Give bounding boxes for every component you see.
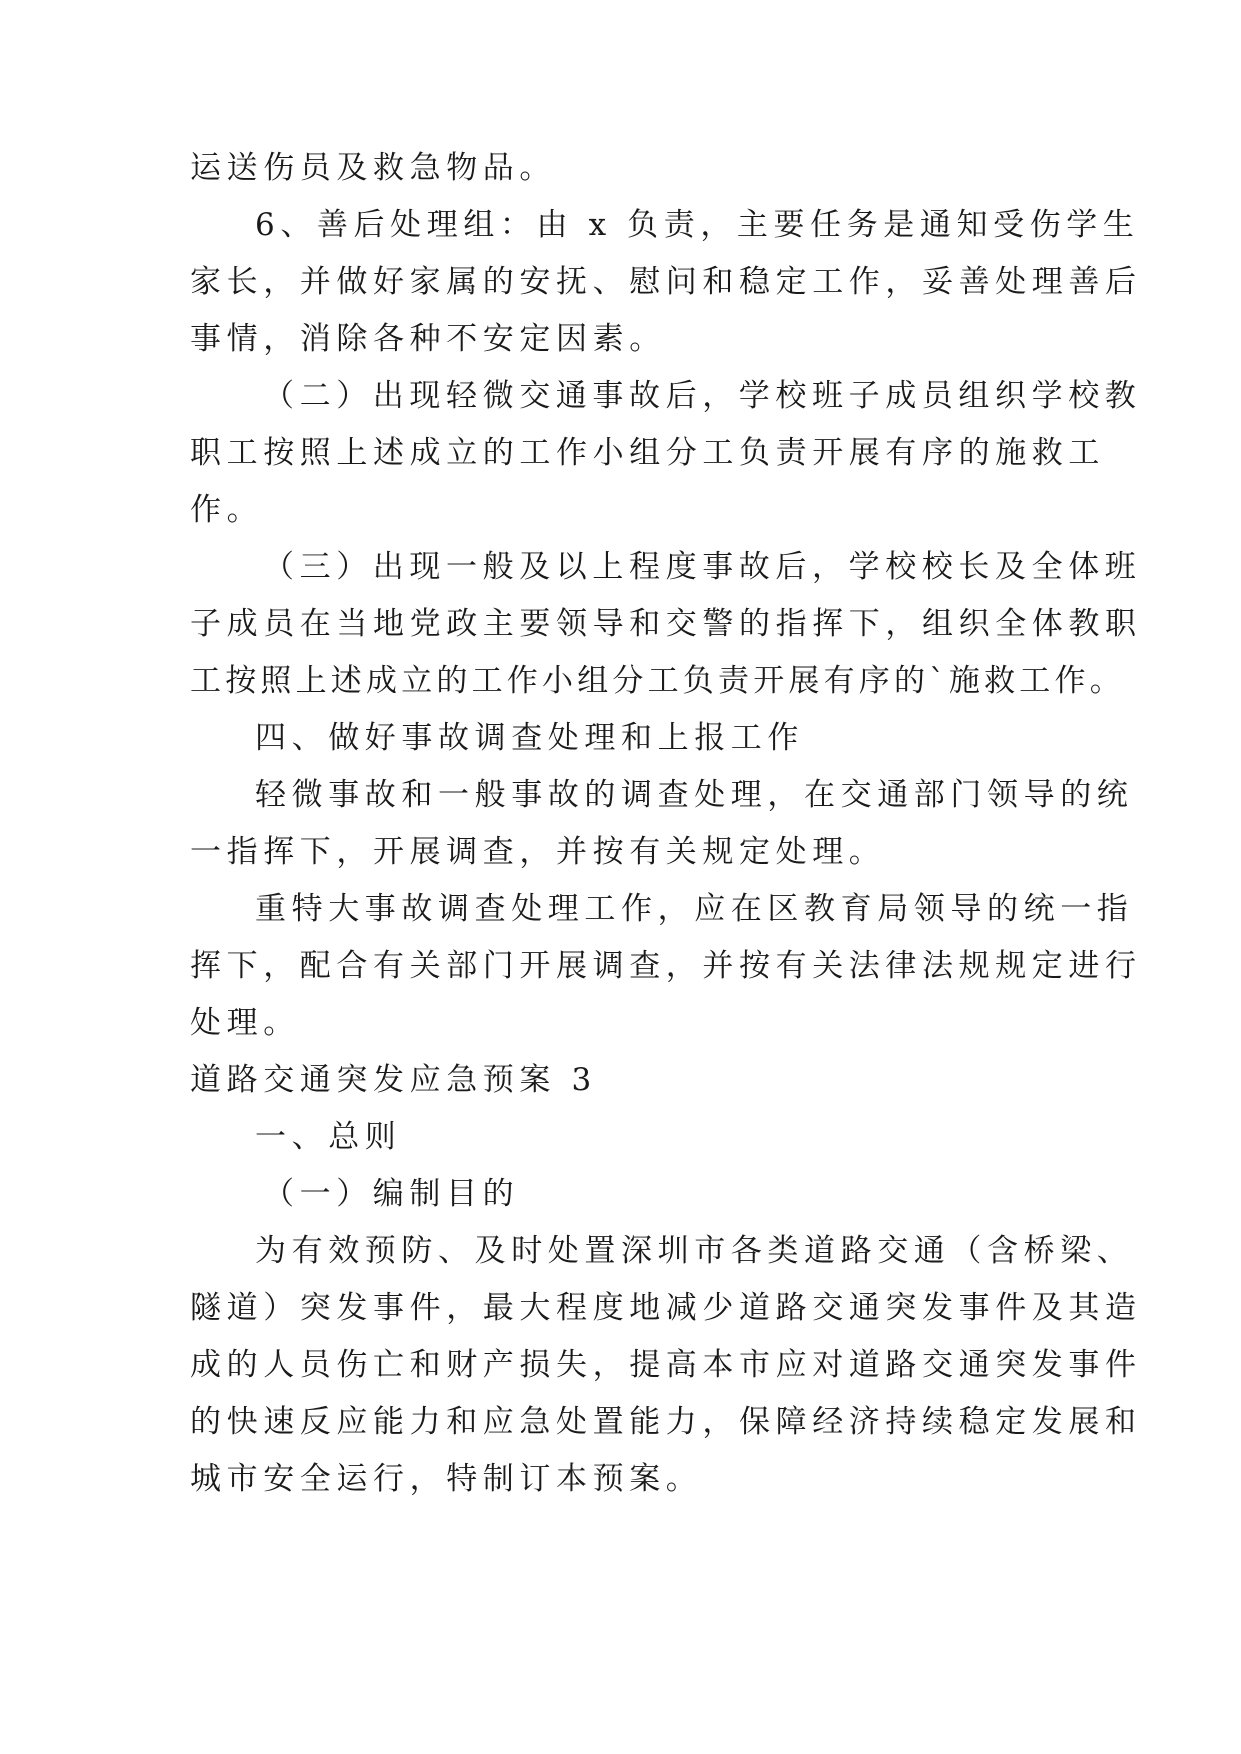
paragraph-line: 事情，消除各种不安定因素。 [190, 321, 666, 357]
paragraph-line: 家长，并做好家属的安抚、慰问和稳定工作，妥善处理善后 [190, 264, 1142, 300]
paragraph-line: 隧道）突发事件，最大程度地减少道路交通突发事件及其造 [190, 1290, 1142, 1326]
paragraph-line: 挥下，配合有关部门开展调查，并按有关法律法规规定进行 [190, 948, 1142, 984]
section-heading: 四、做好事故调查处理和上报工作 [255, 720, 804, 756]
subsection-heading: （一）编制目的 [263, 1176, 520, 1212]
paragraph-line: 子成员在当地党政主要领导和交警的指挥下，组织全体教职 [190, 606, 1142, 642]
paragraph-line: 运送伤员及救急物品。 [190, 150, 556, 186]
paragraph-line: 的快速反应能力和应急处置能力，保障经济持续稳定发展和 [190, 1404, 1142, 1440]
paragraph-line: 作。 [190, 492, 264, 528]
paragraph-line: 一指挥下，开展调查，并按有关规定处理。 [190, 834, 886, 870]
paragraph-line: （二）出现轻微交通事故后，学校班子成员组织学校教 [263, 378, 1142, 414]
paragraph-line: 工按照上述成立的工作小组分工负责开展有序的`施救工作。 [190, 663, 1125, 699]
document-title: 道路交通突发应急预案 3 [190, 1062, 597, 1098]
section-heading: 一、总则 [255, 1119, 402, 1155]
paragraph-line: 为有效预防、及时处置深圳市各类道路交通（含桥梁、 [255, 1233, 1134, 1269]
paragraph-line: 轻微事故和一般事故的调查处理，在交通部门领导的统 [255, 777, 1134, 813]
paragraph-line: 成的人员伤亡和财产损失，提高本市应对道路交通突发事件 [190, 1347, 1142, 1383]
paragraph-line: （三）出现一般及以上程度事故后，学校校长及全体班 [263, 549, 1142, 585]
paragraph-line: 城市安全运行，特制订本预案。 [190, 1461, 703, 1497]
paragraph-line: 处理。 [190, 1005, 300, 1041]
paragraph-line: 重特大事故调查处理工作，应在区教育局领导的统一指 [255, 891, 1134, 927]
paragraph-line: 6、善后处理组：由 x 负责，主要任务是通知受伤学生 [255, 207, 1140, 243]
paragraph-line: 职工按照上述成立的工作小组分工负责开展有序的施救工 [190, 435, 1105, 471]
